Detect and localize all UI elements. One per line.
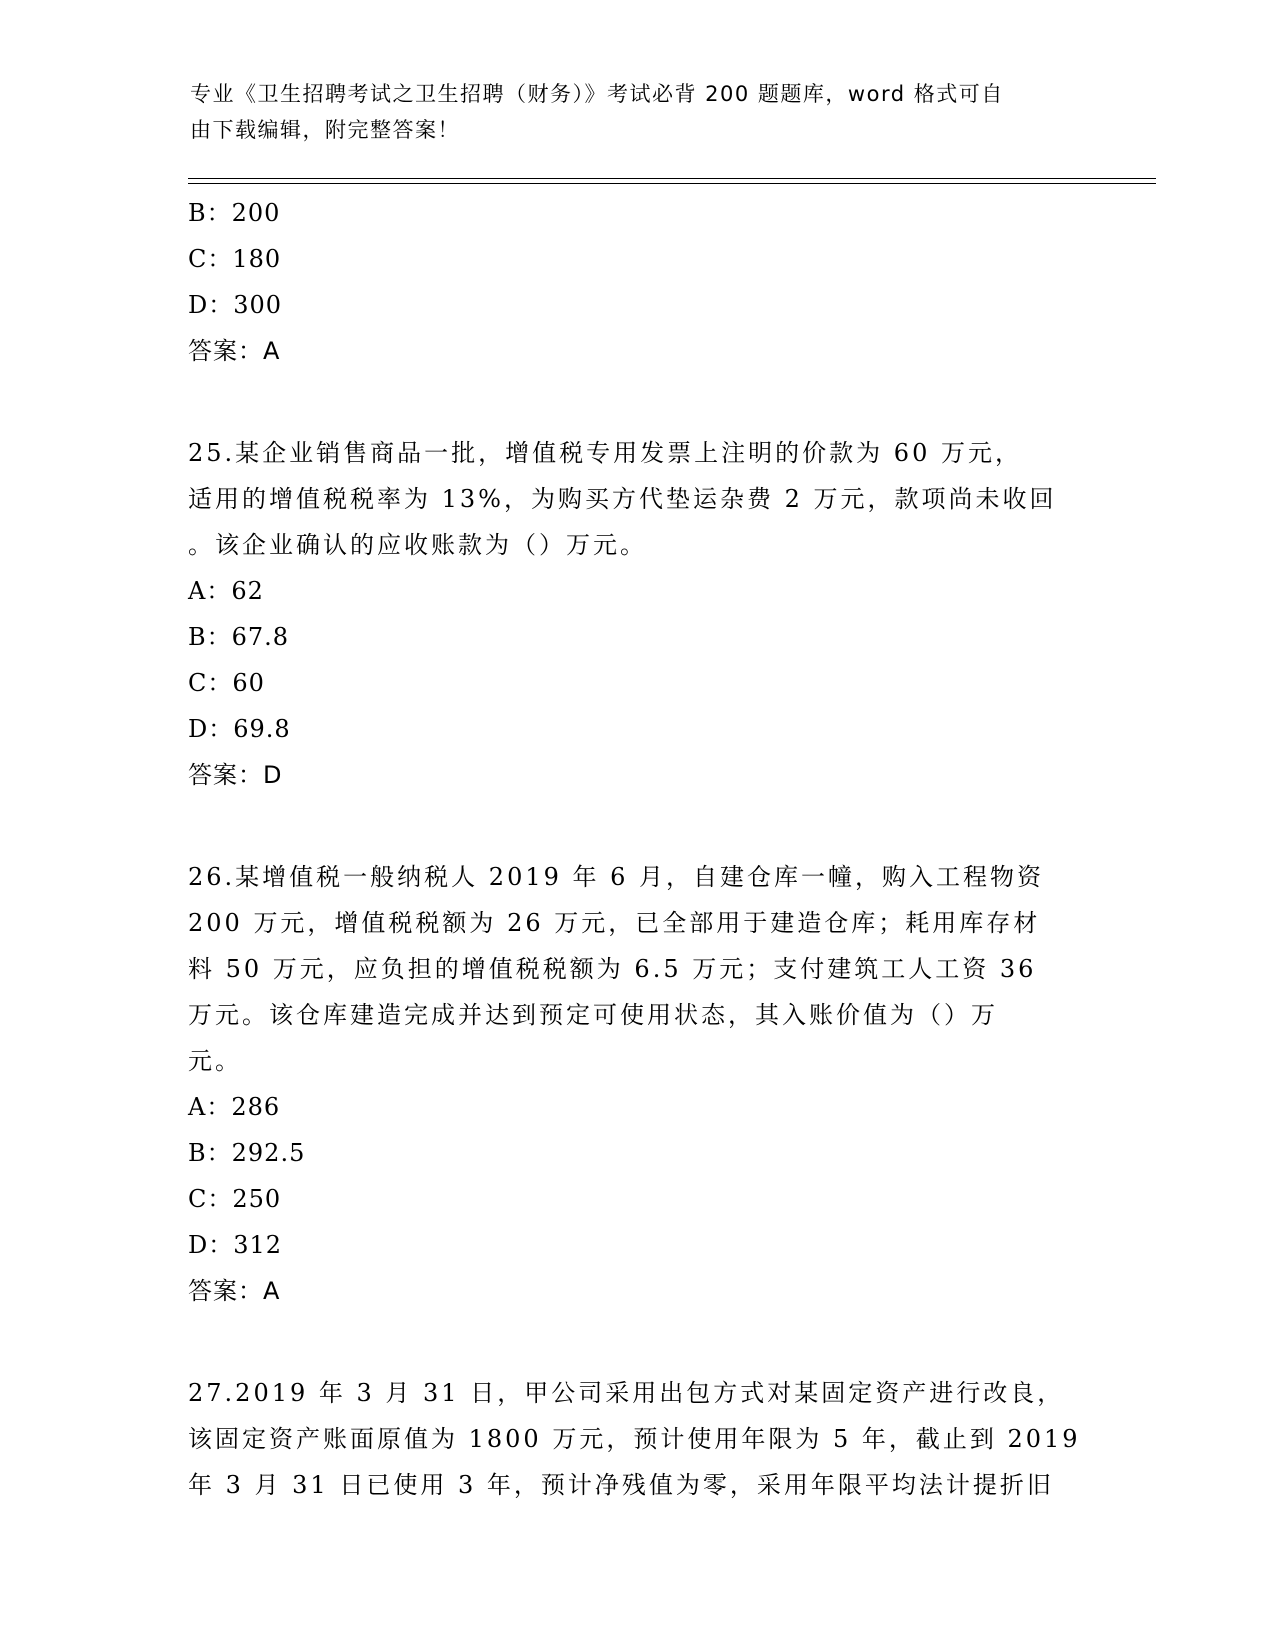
option-b: B：67.8 — [188, 623, 290, 651]
option-a: A：62 — [188, 577, 264, 605]
question-text-line: 200 万元，增值税税额为 26 万元，已全部用于建造仓库；耗用库存材 — [188, 909, 1041, 937]
question-text-line: 25.某企业销售商品一批，增值税专用发票上注明的价款为 60 万元， — [188, 439, 1022, 467]
question-26 — [188, 854, 1088, 1314]
question-prev-continued — [188, 190, 1088, 374]
header-line-1: 专业《卫生招聘考试之卫生招聘（财务）》考试必背 200 题题库，word 格式可自 — [190, 82, 1004, 106]
question-text-line: 万元。该仓库建造完成并达到预定可使用状态，其入账价值为（）万 — [188, 1001, 998, 1029]
option-d: D：300 — [188, 291, 283, 319]
spacer — [188, 1314, 1088, 1370]
question-text-line: 26.某增值税一般纳税人 2019 年 6 月，自建仓库一幢，购入工程物资 — [188, 863, 1045, 891]
spacer — [188, 374, 1088, 430]
answer-line: 答案：D — [188, 761, 283, 789]
header-divider-bottom — [188, 183, 1156, 184]
option-b: B：200 — [188, 199, 281, 227]
spacer — [188, 798, 1088, 854]
option-b: B：292.5 — [188, 1139, 306, 1167]
option-c: C：60 — [188, 669, 265, 697]
option-d: D：69.8 — [188, 715, 291, 743]
document-body — [188, 190, 1088, 1508]
question-text-line: 料 50 万元，应负担的增值税税额为 6.5 万元；支付建筑工人工资 36 — [188, 955, 1037, 983]
option-c: C：180 — [188, 245, 282, 273]
header-line-2: 由下载编辑，附完整答案！ — [190, 118, 460, 142]
option-d: D：312 — [188, 1231, 283, 1259]
option-a: A：286 — [188, 1093, 281, 1121]
question-text-line: 适用的增值税税率为 13%，为购买方代垫运杂费 2 万元，款项尚未收回 — [188, 485, 1057, 513]
question-text-line: 该固定资产账面原值为 1800 万元，预计使用年限为 5 年，截止到 2019 — [188, 1425, 1081, 1453]
question-text-line: 。该企业确认的应收账款为（）万元。 — [188, 531, 647, 559]
option-c: C：250 — [188, 1185, 282, 1213]
header-divider-top — [188, 178, 1156, 179]
question-27 — [188, 1370, 1088, 1508]
document-header — [190, 76, 1070, 148]
question-text — [188, 430, 1088, 568]
question-text — [188, 1370, 1088, 1508]
question-text — [188, 854, 1088, 1084]
answer-line: 答案：A — [188, 337, 281, 365]
question-text-line: 27.2019 年 3 月 31 日，甲公司采用出包方式对某固定资产进行改良， — [188, 1379, 1065, 1407]
question-text-line: 年 3 月 31 日已使用 3 年，预计净残值为零，采用年限平均法计提折旧 — [188, 1471, 1054, 1499]
question-text-line: 元。 — [188, 1047, 242, 1075]
question-25 — [188, 430, 1088, 798]
answer-line: 答案：A — [188, 1277, 281, 1305]
